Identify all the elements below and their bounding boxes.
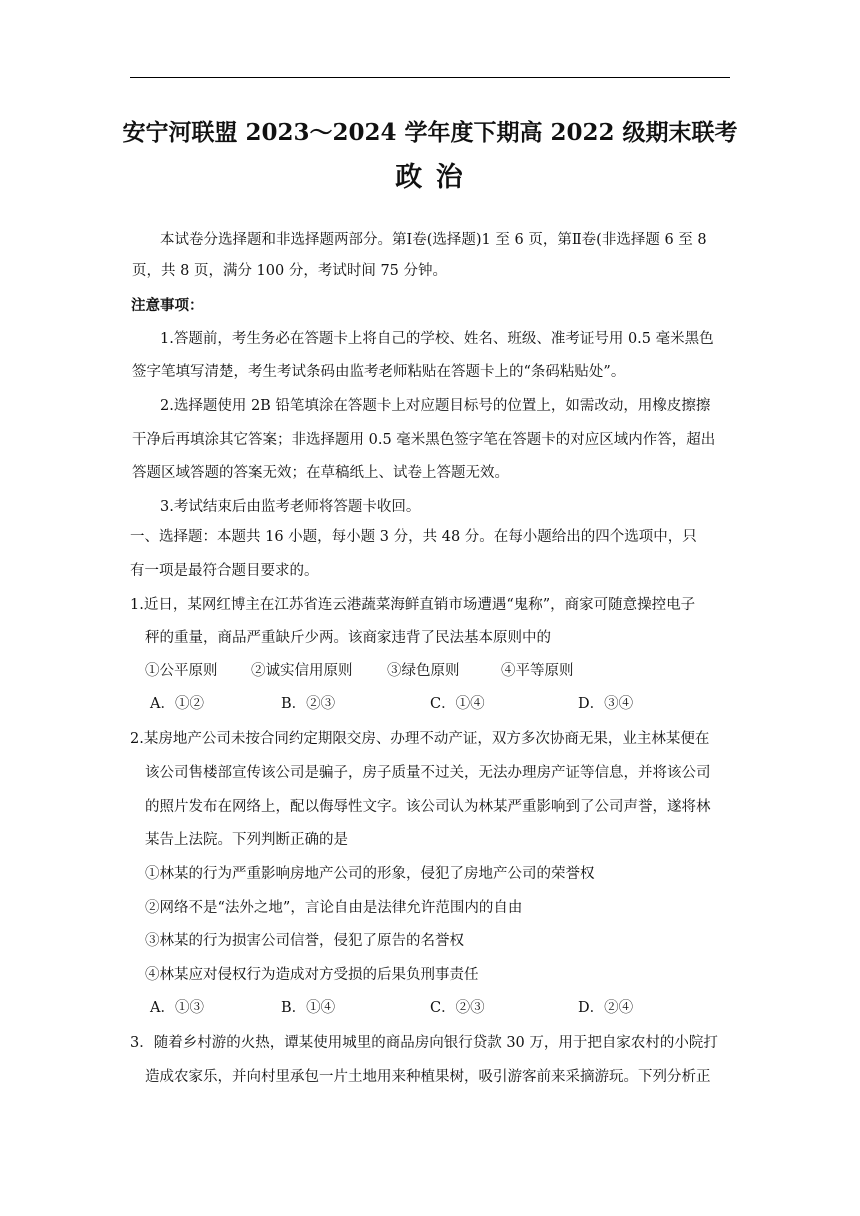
header-rule [130, 77, 730, 78]
q1-item: ③绿色原则 [387, 663, 460, 679]
q1-item: ④平等原则 [501, 663, 574, 679]
q1-option: A．①② [150, 696, 204, 712]
question-stem: 造成农家乐，并向村里承包一片土地用来种植果树，吸引游客前来采摘游玩。下列分析正 [145, 1069, 711, 1085]
question-stem: 该公司售楼部宣传该公司是骗子，房子质量不过关，无法办理房产证等信息，并将该公司 [145, 765, 711, 781]
q1-option: D．③④ [578, 696, 634, 712]
q2-item: ①林某的行为严重影响房地产公司的形象，侵犯了房地产公司的荣誉权 [145, 866, 595, 882]
notice-line: 答题区域答题的答案无效；在草稿纸上、试卷上答题无效。 [132, 465, 509, 481]
question-stem: 的照片发布在网络上，配以侮辱性文字。该公司认为林某严重影响到了公司声誉，遂将林 [145, 799, 711, 815]
q2-option: C．②③ [430, 1000, 485, 1016]
exam-title: 安宁河联盟 2023～2024 学年度下期高 2022 级期末联考 [122, 119, 738, 146]
question-stem: 某告上法院。下列判断正确的是 [145, 832, 348, 848]
notice-line: 干净后再填涂其它答案；非选择题用 0.5 毫米黑色签字笔在答题卡的对应区域内作答，超出 [132, 432, 716, 448]
notice-line: 1.答题前，考生务必在答题卡上将自己的学校、姓名、班级、准考证号用 0.5 毫米黑色 [160, 331, 714, 347]
q1-option: B．②③ [281, 696, 336, 712]
q2-option: D．②④ [578, 1000, 634, 1016]
notice-line: 2.选择题使用 2B 铅笔填涂在答题卡上对应题目标号的位置上，如需改动，用橡皮擦擦 [160, 398, 711, 414]
section-line: 有一项是最符合题目要求的。 [130, 563, 319, 579]
question-stem: 3．随着乡村游的火热，谭某使用城里的商品房向银行贷款 30 万，用于把自家农村的小院打 [130, 1035, 718, 1051]
notice-heading: 注意事项： [131, 298, 204, 314]
q1-item: ①公平原则 [145, 663, 218, 679]
q2-item: ③林某的行为损害公司信誉，侵犯了原告的名誉权 [145, 933, 464, 949]
q2-option: B．①④ [281, 1000, 336, 1016]
question-stem: 1.近日，某网红博主在江苏省连云港蔬菜海鲜直销市场遭遇“鬼称”，商家可随意操控电子 [130, 597, 696, 613]
intro-line: 页，共 8 页，满分 100 分，考试时间 75 分钟。 [132, 263, 448, 279]
question-stem: 2.某房地产公司未按合同约定期限交房、办理不动产证，双方多次协商无果，业主林某便在 [130, 731, 710, 747]
notice-line: 3.考试结束后由监考老师将答题卡收回。 [160, 499, 421, 515]
intro-line: 本试卷分选择题和非选择题两部分。第Ⅰ卷(选择题)1 至 6 页，第Ⅱ卷(非选择题 6 至 8 [160, 232, 707, 248]
notice-line: 签字笔填写清楚，考生考试条码由监考老师粘贴在答题卡上的“条码粘贴处”。 [132, 364, 626, 380]
q2-item: ④林某应对侵权行为造成对方受损的后果负刑事责任 [145, 967, 479, 983]
q1-item: ②诚实信用原则 [251, 663, 353, 679]
q1-option: C．①④ [430, 696, 485, 712]
q2-item: ②网络不是“法外之地”，言论自由是法律允许范围内的自由 [145, 900, 523, 916]
section-line: 一、选择题：本题共 16 小题，每小题 3 分，共 48 分。在每小题给出的四个选项中，只 [130, 529, 697, 545]
subject-title: 政 治 [395, 162, 465, 193]
question-stem: 秤的重量，商品严重缺斤少两。该商家违背了民法基本原则中的 [145, 630, 551, 646]
q2-option: A．①③ [150, 1000, 204, 1016]
